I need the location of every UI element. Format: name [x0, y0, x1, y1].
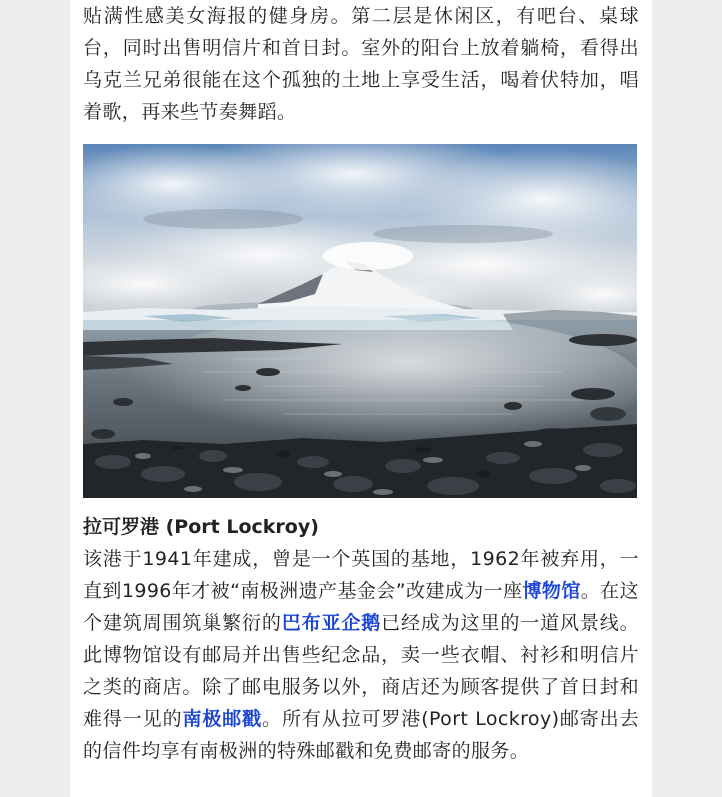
article-content	[83, 0, 639, 767]
paragraph-text-4: 。所有从拉可罗港(Port Lockroy)邮寄出去的信件均享有南极洲的特殊邮戳和免费邮寄的服务。	[83, 708, 639, 762]
section-title: 拉可罗港 (Port Lockroy)	[83, 516, 319, 538]
intro-paragraph: 贴满性感美女海报的健身房。第二层是休闲区，有吧台、桌球台，同时出售明信片和首日封。室外的阳台上放着躺椅，看得出乌克兰兄弟很能在这个孤独的土地上享受生活，喝着伏特加，唱着歌，再来些节奏舞蹈。	[83, 5, 639, 123]
section-paragraph	[83, 543, 639, 767]
paragraph-text-2: 。在这个建筑周围筑巢繁衍的	[83, 580, 640, 634]
museum-link[interactable]: 博物馆	[522, 580, 581, 602]
antarctic-postmark-link[interactable]: 南极邮戳	[182, 708, 263, 730]
article-page	[70, 0, 652, 797]
paragraph-text-3: 已经成为这里的一道风景线。此博物馆设有邮局并出售些纪念品，卖一些衣帽、衬衫和明信片之类的商店。除了邮电服务以外，商店还为顾客提供了首日封和难得一见的	[83, 612, 639, 730]
paragraph-text-1: 该港于1941年建成，曾是一个英国的基地，1962年被弃用，一直到1996年才被“南极洲遗产基金会”改建成为一座	[83, 548, 639, 602]
antarctic-landscape-photo	[83, 144, 637, 498]
gentoo-penguin-link[interactable]: 巴布亚企鹅	[281, 612, 382, 634]
